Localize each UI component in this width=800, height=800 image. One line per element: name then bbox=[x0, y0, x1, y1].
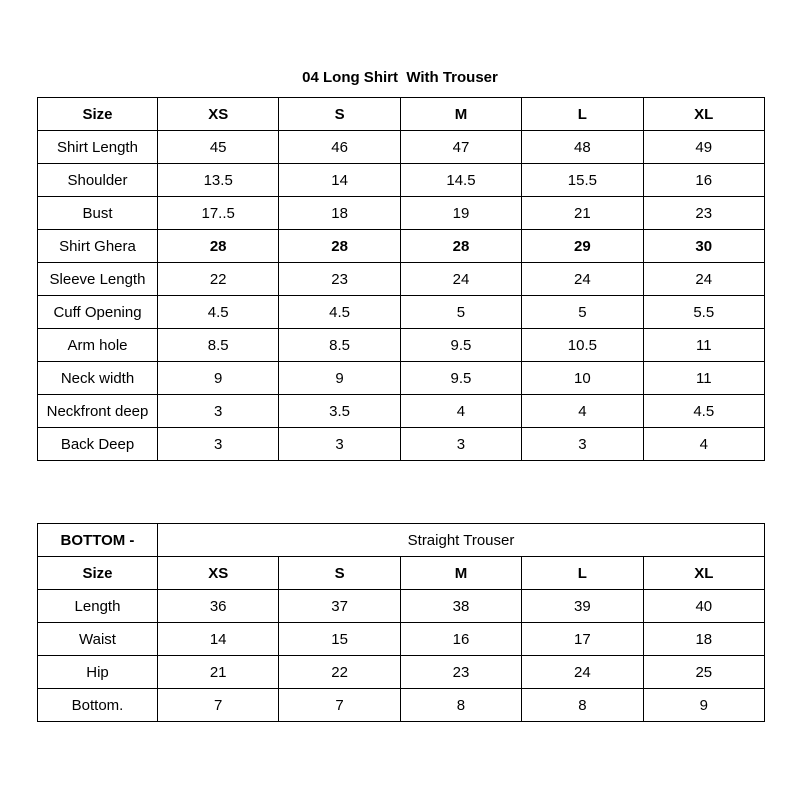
measurement-cell: 47 bbox=[400, 131, 521, 164]
row-label: Shirt Ghera bbox=[38, 230, 158, 263]
measurement-cell: 46 bbox=[279, 131, 400, 164]
table-row bbox=[38, 656, 765, 689]
header-row bbox=[38, 557, 765, 590]
measurement-cell: 11 bbox=[643, 329, 764, 362]
measurement-cell: 8.5 bbox=[158, 329, 279, 362]
row-label: Sleeve Length bbox=[38, 263, 158, 296]
measurement-cell: 19 bbox=[400, 197, 521, 230]
header-size-cell: XS bbox=[158, 557, 279, 590]
header-size-cell: XL bbox=[643, 557, 764, 590]
measurement-cell: 17..5 bbox=[158, 197, 279, 230]
header-size-cell: M bbox=[400, 557, 521, 590]
section-label: BOTTOM - bbox=[38, 524, 158, 557]
header-row bbox=[38, 98, 765, 131]
table-row bbox=[38, 689, 765, 722]
measurement-cell: 38 bbox=[400, 590, 521, 623]
row-label: Length bbox=[38, 590, 158, 623]
row-label: Bottom. bbox=[38, 689, 158, 722]
header-size-label: Size bbox=[38, 557, 158, 590]
row-label: Arm hole bbox=[38, 329, 158, 362]
row-label: Hip bbox=[38, 656, 158, 689]
table-row bbox=[38, 263, 765, 296]
measurement-cell: 4.5 bbox=[279, 296, 400, 329]
measurement-cell: 10 bbox=[522, 362, 643, 395]
measurement-cell: 23 bbox=[643, 197, 764, 230]
table-row bbox=[38, 230, 765, 263]
header-size-cell: L bbox=[522, 98, 643, 131]
measurement-cell: 4.5 bbox=[643, 395, 764, 428]
table-row bbox=[38, 590, 765, 623]
measurement-cell: 30 bbox=[643, 230, 764, 263]
section-value: Straight Trouser bbox=[158, 524, 765, 557]
measurement-cell: 45 bbox=[158, 131, 279, 164]
measurement-cell: 17 bbox=[522, 623, 643, 656]
table-row bbox=[38, 197, 765, 230]
header-size-cell: XL bbox=[643, 98, 764, 131]
measurement-cell: 15 bbox=[279, 623, 400, 656]
measurement-cell: 4 bbox=[643, 428, 764, 461]
measurement-cell: 5 bbox=[522, 296, 643, 329]
measurement-cell: 9 bbox=[158, 362, 279, 395]
measurement-cell: 11 bbox=[643, 362, 764, 395]
measurement-cell: 25 bbox=[643, 656, 764, 689]
measurement-cell: 24 bbox=[522, 263, 643, 296]
measurement-cell: 29 bbox=[522, 230, 643, 263]
measurement-cell: 4.5 bbox=[158, 296, 279, 329]
row-label: Waist bbox=[38, 623, 158, 656]
measurement-cell: 3 bbox=[279, 428, 400, 461]
measurement-cell: 21 bbox=[158, 656, 279, 689]
measurement-cell: 13.5 bbox=[158, 164, 279, 197]
row-label: Bust bbox=[38, 197, 158, 230]
measurement-cell: 36 bbox=[158, 590, 279, 623]
measurement-cell: 21 bbox=[522, 197, 643, 230]
table-row bbox=[38, 329, 765, 362]
measurement-cell: 16 bbox=[643, 164, 764, 197]
measurement-cell: 39 bbox=[522, 590, 643, 623]
measurement-cell: 15.5 bbox=[522, 164, 643, 197]
row-label: Neckfront deep bbox=[38, 395, 158, 428]
measurement-cell: 24 bbox=[400, 263, 521, 296]
header-size-cell: S bbox=[279, 557, 400, 590]
measurement-cell: 14 bbox=[158, 623, 279, 656]
measurement-cell: 9 bbox=[643, 689, 764, 722]
measurement-cell: 3 bbox=[158, 428, 279, 461]
page-title: 04 Long Shirt With Trouser bbox=[302, 69, 498, 86]
measurement-cell: 28 bbox=[400, 230, 521, 263]
row-label: Neck width bbox=[38, 362, 158, 395]
row-label: Back Deep bbox=[38, 428, 158, 461]
measurement-cell: 3 bbox=[400, 428, 521, 461]
measurement-cell: 24 bbox=[522, 656, 643, 689]
header-size-cell: M bbox=[400, 98, 521, 131]
row-label: Shoulder bbox=[38, 164, 158, 197]
header-size-cell: XS bbox=[158, 98, 279, 131]
header-size-label: Size bbox=[38, 98, 158, 131]
table-row bbox=[38, 362, 765, 395]
measurement-cell: 7 bbox=[158, 689, 279, 722]
measurement-cell: 37 bbox=[279, 590, 400, 623]
measurement-cell: 28 bbox=[158, 230, 279, 263]
shirt-size-table bbox=[37, 97, 765, 461]
measurement-cell: 24 bbox=[643, 263, 764, 296]
measurement-cell: 3.5 bbox=[279, 395, 400, 428]
measurement-cell: 4 bbox=[522, 395, 643, 428]
measurement-cell: 18 bbox=[643, 623, 764, 656]
measurement-cell: 5.5 bbox=[643, 296, 764, 329]
measurement-cell: 22 bbox=[279, 656, 400, 689]
measurement-cell: 9.5 bbox=[400, 329, 521, 362]
table-row bbox=[38, 623, 765, 656]
trouser-size-table bbox=[37, 523, 765, 722]
header-size-cell: L bbox=[522, 557, 643, 590]
measurement-cell: 18 bbox=[279, 197, 400, 230]
measurement-cell: 8.5 bbox=[279, 329, 400, 362]
measurement-cell: 23 bbox=[400, 656, 521, 689]
measurement-cell: 8 bbox=[522, 689, 643, 722]
measurement-cell: 22 bbox=[158, 263, 279, 296]
measurement-cell: 23 bbox=[279, 263, 400, 296]
measurement-cell: 14.5 bbox=[400, 164, 521, 197]
row-label: Cuff Opening bbox=[38, 296, 158, 329]
section-row bbox=[38, 524, 765, 557]
measurement-cell: 10.5 bbox=[522, 329, 643, 362]
measurement-cell: 40 bbox=[643, 590, 764, 623]
measurement-cell: 3 bbox=[158, 395, 279, 428]
measurement-cell: 7 bbox=[279, 689, 400, 722]
table-row bbox=[38, 428, 765, 461]
table-row bbox=[38, 164, 765, 197]
measurement-cell: 5 bbox=[400, 296, 521, 329]
measurement-cell: 49 bbox=[643, 131, 764, 164]
measurement-cell: 3 bbox=[522, 428, 643, 461]
measurement-cell: 14 bbox=[279, 164, 400, 197]
measurement-cell: 16 bbox=[400, 623, 521, 656]
measurement-cell: 48 bbox=[522, 131, 643, 164]
measurement-cell: 4 bbox=[400, 395, 521, 428]
table-row bbox=[38, 131, 765, 164]
row-label: Shirt Length bbox=[38, 131, 158, 164]
measurement-cell: 9.5 bbox=[400, 362, 521, 395]
measurement-cell: 9 bbox=[279, 362, 400, 395]
table-row bbox=[38, 296, 765, 329]
header-size-cell: S bbox=[279, 98, 400, 131]
measurement-cell: 8 bbox=[400, 689, 521, 722]
measurement-cell: 28 bbox=[279, 230, 400, 263]
table-row bbox=[38, 395, 765, 428]
